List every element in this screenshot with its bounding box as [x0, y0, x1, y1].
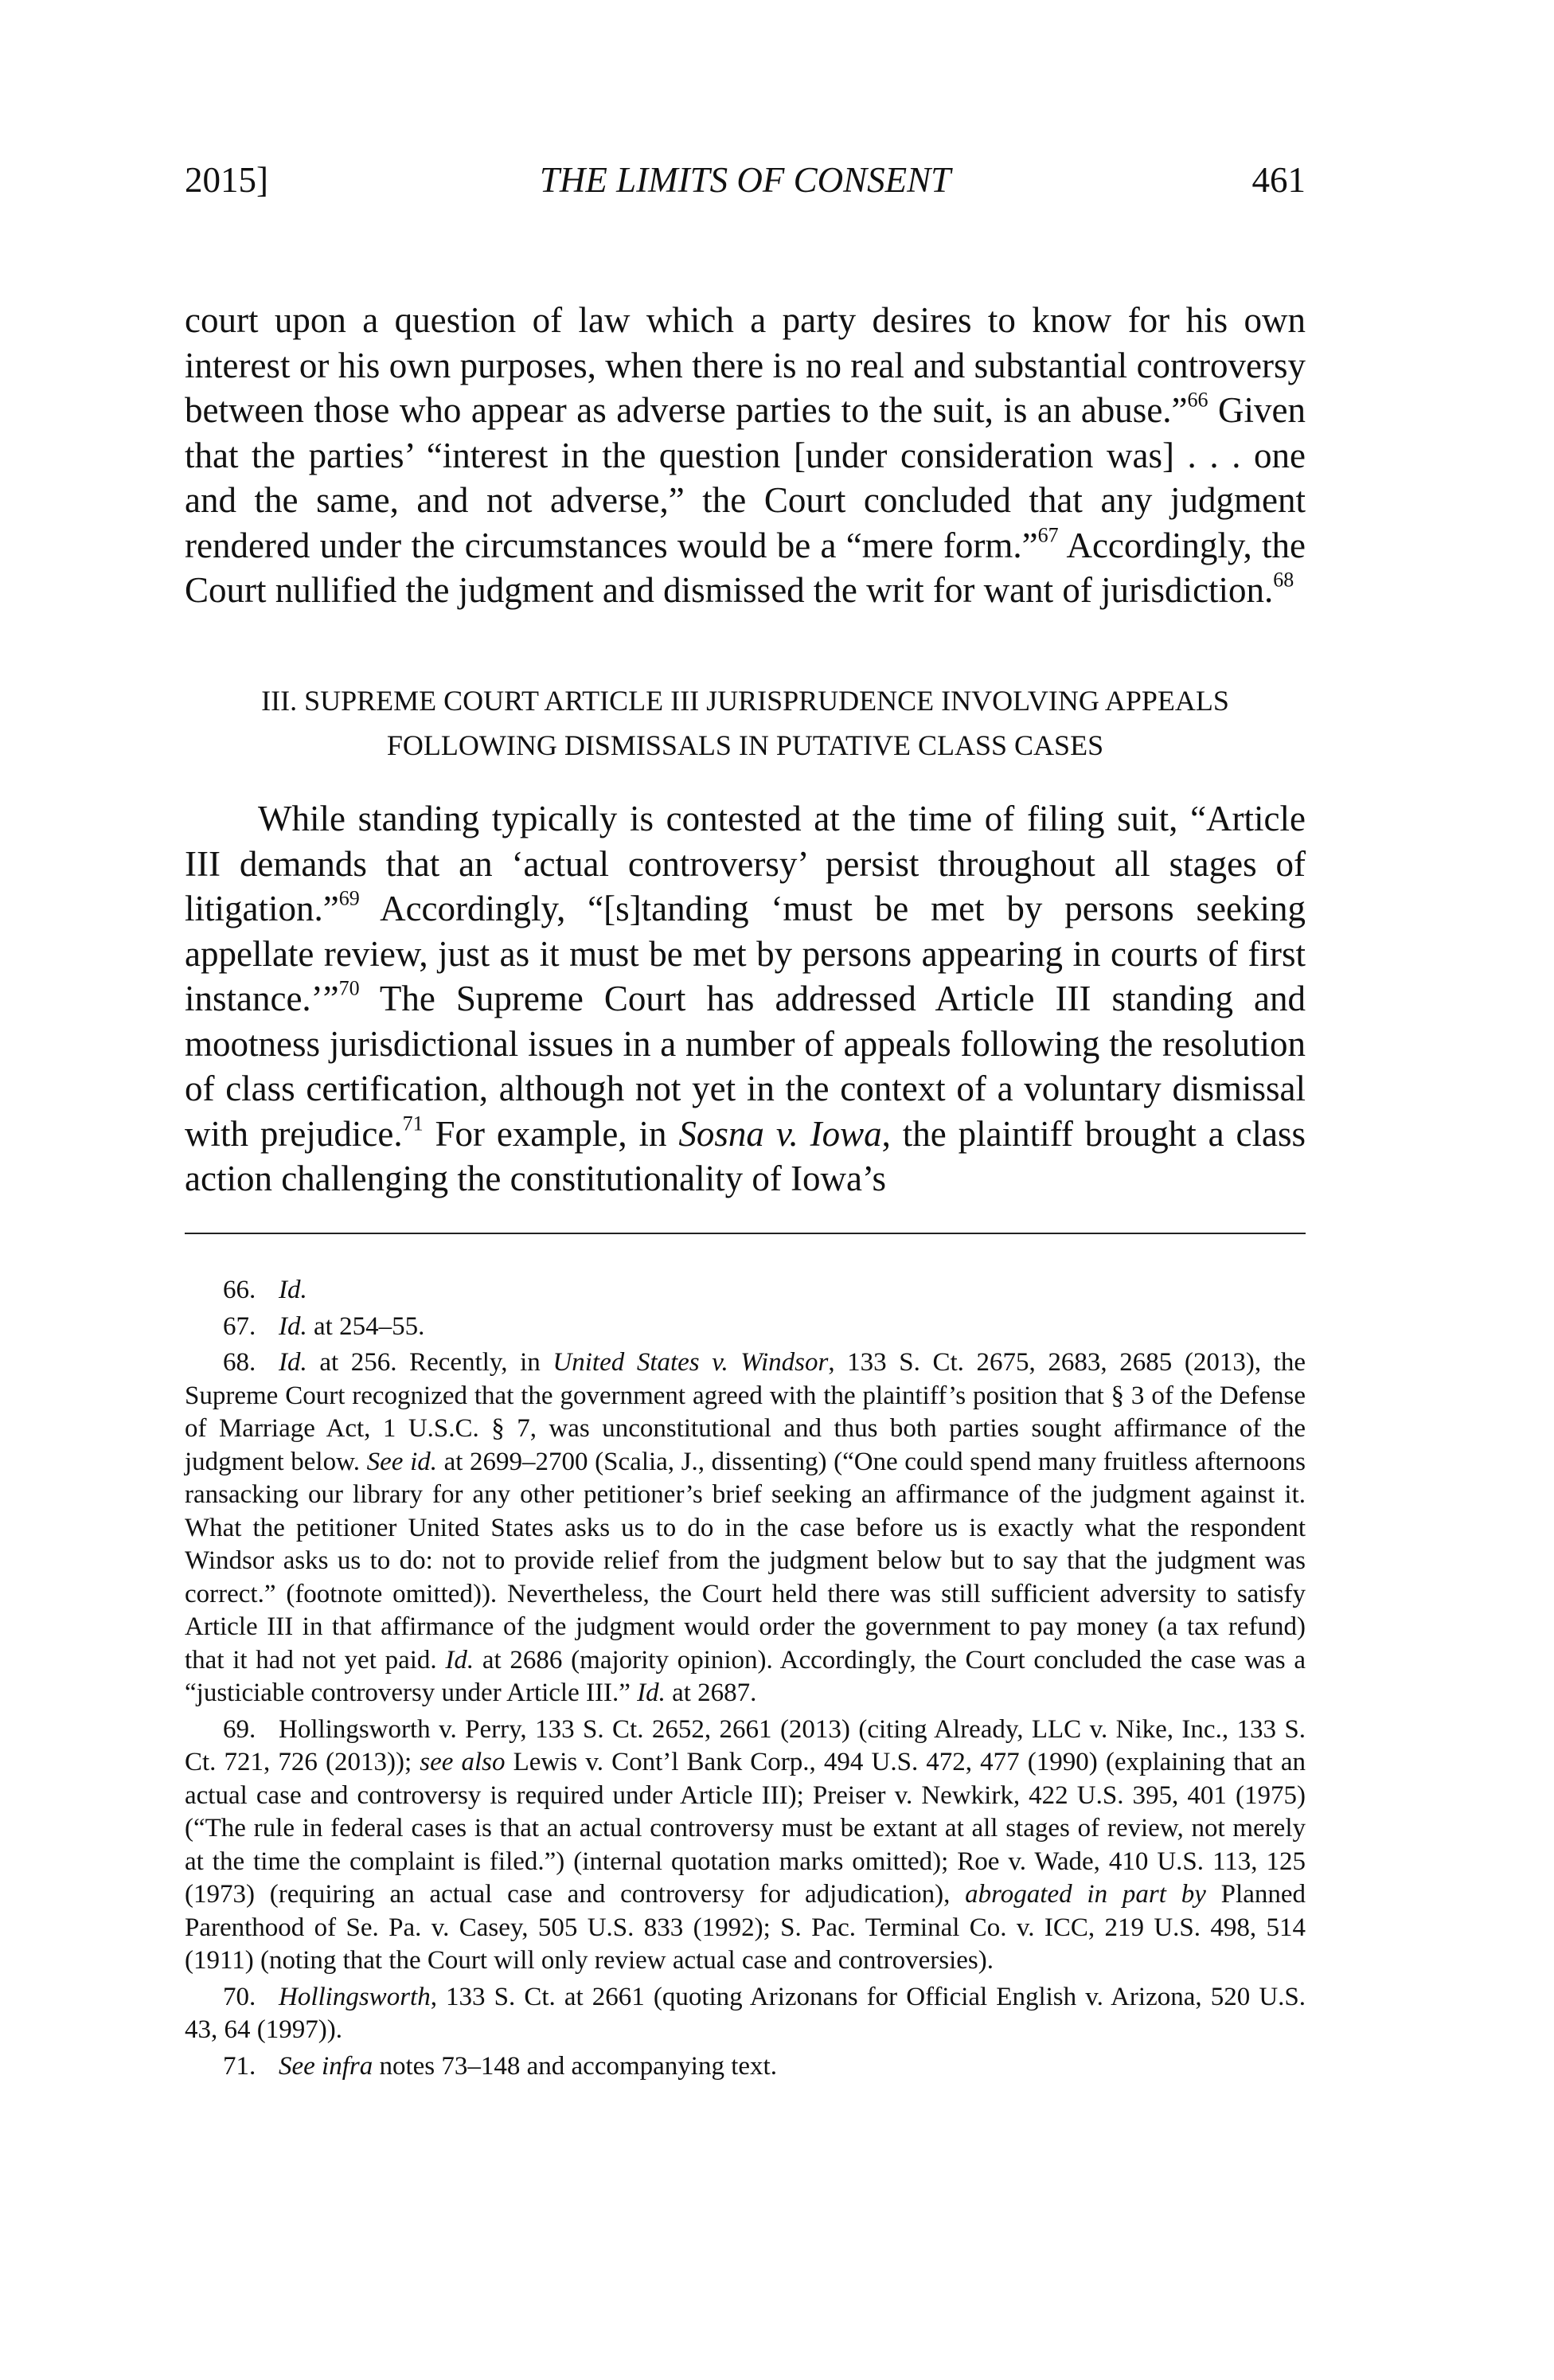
signal-id: Id.	[445, 1645, 474, 1675]
footnote-number: 68.	[223, 1348, 256, 1377]
para2-text-d: For example, in	[423, 1113, 679, 1154]
header-title: THE LIMITS OF CONSENT	[539, 160, 951, 200]
section-heading-line-2: FOLLOWING DISMISSALS IN PUTATIVE CLASS CASES	[386, 729, 1104, 761]
para2-text-a: While standing typically is contested at the time of filing suit, “Article III demands that an ‘actual controversy’ persist throughout all stages of litigation.”	[185, 799, 1306, 928]
signal-see-also: see also	[420, 1748, 506, 1776]
case-name-hollingsworth: Hollingsworth	[279, 1982, 431, 2011]
footnote-67-text: at 254–55.	[307, 1311, 425, 1341]
footnote-68-text-a: at 256. Recently, in	[307, 1348, 553, 1377]
signal-see-id: See id.	[366, 1447, 437, 1476]
footnote-ref-69[interactable]: 69	[338, 886, 360, 910]
footnote-70-text: , 133 S. Ct. at 2661 (quoting Arizonans for Official English v. Arizona, 520 U.S. 43, 64 (1997)).	[185, 1982, 1306, 2044]
footnote-divider	[185, 1233, 1306, 1234]
page-number: 461	[1251, 160, 1306, 200]
footnote-68-text-c: at 2699–2700 (Scalia, J., dissenting) (“One could spend many fruitless afternoons ransacking our library for any other petitioner’s brief seeking an affirmance of the judgment against it. What the petitioner United States asks us to do in the case before us is exactly what the respondent Windsor asks us to do: not to provide relief from the judgment below but to say that the judgment was correct.” (footnote omitted)). Nevertheless, the Court held there was still sufficient adversity to satisfy Article III in that affirmance of the judgment would order the government to pay money (a tax refund) that it had not yet paid.	[185, 1447, 1306, 1675]
footnote-ref-70[interactable]: 70	[338, 976, 360, 1000]
footnote-69-text-a: Hollingsworth v. Perry, 133 S. Ct. 2652, 2661 (2013) (citing Already, LLC v. Nike, Inc., 133 S. Ct. 721, 726 (2013));	[185, 1714, 1306, 1776]
para2-text-e: , the plaintiff brought a class action challenging the constitutionality of Iowa’s	[185, 1113, 1306, 1198]
footnote-68-text-d: at 2686 (majority opinion). Accordingly, the Court concluded the case was a “justiciable controversy under Article III.”	[185, 1645, 1306, 1707]
footnote-66-text: Id.	[279, 1276, 307, 1304]
signal-see-infra: See infra	[279, 2051, 373, 2081]
footnote-69-text-c: Planned Parenthood of Se. Pa. v. Casey, 505 U.S. 833 (1992); S. Pac. Terminal Co. v. ICC, 219 U.S. 498, 514 (1911) (noting that the Court will only review actual case and controversies).	[185, 1880, 1306, 1975]
footnote-71	[185, 2050, 1306, 2084]
footnote-number: 70.	[223, 1982, 256, 2011]
para1-text-b: Given that the parties’ “interest in the question [under consideration was] . . . one and the same, and not adverse,” the Court concluded that any judgment rendered under the circumstances would be a “mere form.”	[185, 390, 1306, 565]
section-heading-line-1: III. SUPREME COURT ARTICLE III JURISPRUDENCE INVOLVING APPEALS	[261, 685, 1229, 717]
footnotes	[185, 1274, 1306, 2086]
footnote-68-text-e: at 2687.	[665, 1679, 757, 1707]
footnote-number: 71.	[223, 2051, 256, 2081]
footnote-number: 67.	[223, 1311, 256, 1341]
signal-abrogated: abrogated in part by	[965, 1880, 1206, 1909]
footnote-69	[185, 1714, 1306, 1978]
section-heading	[185, 678, 1306, 768]
footnote-ref-68[interactable]: 68	[1273, 568, 1294, 592]
body-paragraph-2	[185, 796, 1306, 1202]
para2-text-c: The Supreme Court has addressed Article III standing and mootness jurisdictional issues in a number of appeals following the resolution of class certification, although not yet in the context of a voluntary dismissal with prejudice.	[185, 979, 1306, 1154]
para1-text-a: court upon a question of law which a party desires to know for his own interest or his own purposes, when there is no real and substantial controversy between those who appear as adverse parties to the suit, is an abuse.”	[185, 300, 1306, 430]
footnote-68	[185, 1346, 1306, 1710]
body-paragraph-1	[185, 298, 1306, 613]
header-year: 2015]	[185, 160, 268, 200]
footnote-69-text-b: Lewis v. Cont’l Bank Corp., 494 U.S. 472, 477 (1990) (explaining that an actual case and controversy is required under Article III); Preiser v. Newkirk, 422 U.S. 395, 401 (1975) (“The rule in federal cases is that an actual controversy must be extant at all stages of review, not merely at the time the complaint is filed.”) (internal quotation marks omitted); Roe v. Wade, 410 U.S. 113, 125 (1973) (requiring an actual case and controversy for adjudication),	[185, 1748, 1306, 1909]
footnote-ref-67[interactable]: 67	[1037, 523, 1059, 546]
footnote-ref-66[interactable]: 66	[1187, 388, 1208, 412]
footnote-67-id: Id.	[279, 1311, 307, 1341]
para2-text-b: Accordingly, “[s]tanding ‘must be met by persons seeking appellate review, just as it must be met by persons appearing in courts of first instance.’”	[185, 889, 1306, 1018]
case-name-windsor: United States v. Windsor	[552, 1348, 829, 1377]
footnote-71-text: notes 73–148 and accompanying text.	[373, 2051, 777, 2081]
signal-id: Id.	[637, 1679, 666, 1707]
footnote-ref-71[interactable]: 71	[402, 1112, 424, 1135]
footnote-68-id: Id.	[279, 1348, 307, 1377]
footnote-68-text-b: , 133 S. Ct. 2675, 2683, 2685 (2013), the Supreme Court recognized that the government agreed with the plaintiff’s position that § 3 of the Defense of Marriage Act, 1 U.S.C. § 7, was unconstitutional and thus both parties sought affirmance of the judgment below.	[185, 1348, 1306, 1476]
footnote-number: 66.	[223, 1276, 256, 1304]
running-header	[185, 159, 1306, 207]
footnote-70	[185, 1981, 1306, 2047]
footnote-67	[185, 1311, 1306, 1344]
footnote-number: 69.	[223, 1714, 256, 1744]
para1-text-c: Accordingly, the Court nullified the judgment and dismissed the writ for want of jurisdiction.	[185, 525, 1306, 610]
case-name-sosna: Sosna v. Iowa	[678, 1113, 882, 1154]
footnote-66	[185, 1274, 1306, 1307]
